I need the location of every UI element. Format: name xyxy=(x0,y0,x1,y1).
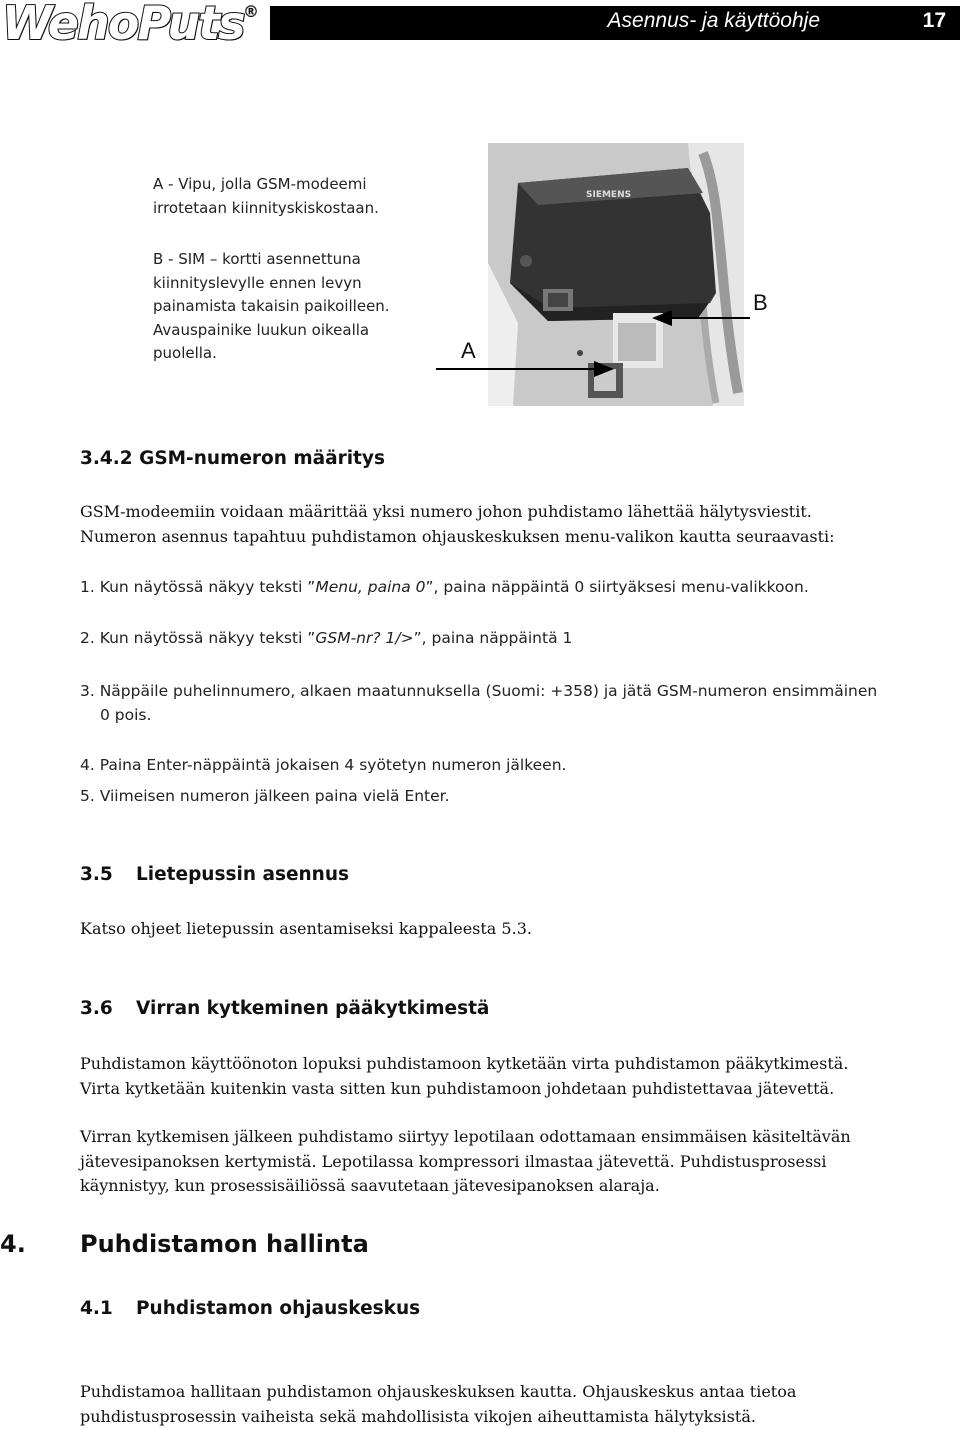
section-heading-3-4-2 xyxy=(80,448,385,469)
step-2-text-end: ”, paina näppäintä 1 xyxy=(413,629,573,647)
section-3-5-text: Katso ohjeet lietepussin asentamiseksi kappaleesta 5.3. xyxy=(80,919,532,938)
step-1 xyxy=(80,575,900,599)
step-2-text: 2. Kun näytössä näkyy teksti ” xyxy=(80,629,316,647)
chapter-number: 4. xyxy=(0,1230,26,1258)
page-header xyxy=(0,0,960,48)
section-number: 3.6 xyxy=(80,998,113,1019)
section-3-6-paragraph-2: Virran kytkemisen jälkeen puhdistamo siirtyy lepotilaan odottamaan ensimmäisen käsiteltävän jätevesipanoksen kertymistä. Lepotilassa kompressori ilmastaa jätevettä. Puhdistusprosessi käynnistyy, kun prosessisäiliössä saavutetaan jätevesipanoksen alaraja. xyxy=(80,1127,851,1195)
figure-label-b: B xyxy=(753,290,768,315)
arrow-b-icon xyxy=(650,300,750,330)
section-title: Virran kytkeminen pääkytkimestä xyxy=(136,998,490,1019)
section-title: GSM-numeron määritys xyxy=(139,448,385,469)
step-3-text-cont: 0 pois. xyxy=(100,706,152,724)
step-4: 4. Paina Enter-näppäintä jokaisen 4 syötetyn numeron jälkeen. xyxy=(80,756,567,774)
section-4-1-text: Puhdistamoa hallitaan puhdistamon ohjauskeskuksen kautta. Ohjauskeskus antaa tietoa puhdistusprosessin vaiheista sekä mahdollisista vikojen aiheuttamista hälytyksistä. xyxy=(80,1382,797,1426)
chapter-heading-4 xyxy=(0,1230,369,1258)
section-3-6-paragraph-1: Puhdistamon käyttöönoton lopuksi puhdistamoon kytketään virta puhdistamon pääkytkimestä. Virta kytketään kuitenkin vasta sitten kun puhdistamoon johdetaan puhdistettavaa jätevettä. xyxy=(80,1054,849,1098)
section-title: Lietepussin asennus xyxy=(136,864,350,885)
step-1-display-text: Menu, paina 0 xyxy=(315,578,426,596)
section-title: Puhdistamon ohjauskeskus xyxy=(136,1298,421,1319)
step-1-text: 1. Kun näytössä näkyy teksti ” xyxy=(80,578,316,596)
section-heading-4-1 xyxy=(80,1298,420,1319)
registered-mark: ® xyxy=(243,2,259,21)
header-bar xyxy=(270,6,960,40)
figure-caption-b: B - SIM – kortti asennettuna kiinnityslevylle ennen levyn painamista takaisin paikoilleen. Avauspainike luukun oikealla puolella. xyxy=(153,250,390,362)
section-number: 4.1 xyxy=(80,1298,113,1319)
section-heading-3-6 xyxy=(80,998,489,1019)
document-title: Asennus- ja käyttöohje xyxy=(607,9,820,32)
step-5: 5. Viimeisen numeron jälkeen paina vielä Enter. xyxy=(80,787,450,805)
figure-label-a: A xyxy=(461,338,476,363)
section-heading-3-5 xyxy=(80,864,349,885)
step-2-display-text: GSM-nr? 1/> xyxy=(315,629,414,647)
figure-caption-a: A - Vipu, jolla GSM-modeemi irrotetaan kiinnityskiskostaan. xyxy=(153,175,379,217)
page-number: 17 xyxy=(922,9,946,32)
section-3-4-2-intro: GSM-modeemiin voidaan määrittää yksi numero johon puhdistamo lähettää hälytysviestit. Numeron asennus tapahtuu puhdistamon ohjauskeskuksen menu-valikon kautta seuraavasti: xyxy=(80,502,835,546)
step-3-text: 3. Näppäile puhelinnumero, alkaen maatunnuksella (Suomi: +358) ja jätä GSM-numeron ensimmäinen xyxy=(80,682,878,700)
device-brand-text: SIEMENS xyxy=(586,190,632,200)
step-3 xyxy=(80,679,900,727)
section-number: 3.4.2 xyxy=(80,448,133,469)
brand-logo: WehoPuts xyxy=(2,0,244,50)
chapter-title: Puhdistamon hallinta xyxy=(80,1230,369,1258)
step-1-text-end: ”, paina näppäintä 0 siirtyäksesi menu-valikkoon. xyxy=(425,578,809,596)
section-number: 3.5 xyxy=(80,864,113,885)
step-2 xyxy=(80,626,900,650)
